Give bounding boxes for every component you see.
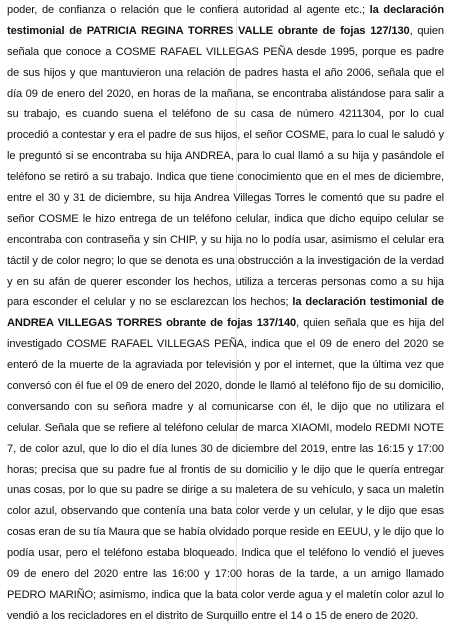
text-run: táctil y de color negro; lo que se denota es una obstrucción a la investigación de la verdad bbox=[7, 254, 444, 267]
text-line bbox=[7, 501, 444, 522]
text-line bbox=[7, 230, 444, 251]
text-run: PEDRO MARIÑO; asimismo, indica que la bata color verde agua y el maletín color azul lo bbox=[7, 588, 444, 601]
text-line bbox=[7, 104, 444, 125]
document-body bbox=[7, 0, 444, 627]
text-line bbox=[7, 585, 444, 606]
text-line bbox=[7, 167, 444, 188]
text-run: su trabajo, es cuando suena el teléfono de su casa de número 4211304, por lo cual bbox=[7, 108, 444, 121]
text-line bbox=[7, 209, 444, 230]
text-run: enteró de la muerte de la agraviada por televisión y por el internet, que la última vez que bbox=[7, 359, 444, 372]
text-line bbox=[7, 418, 444, 439]
text-run: horas; precisa que su padre fue al frontis de su domicilio y le dijo que le quería entregar bbox=[7, 463, 444, 476]
text-run: investigado COSME RAFAEL VILLEGAS PEÑA, indica que el 09 de enero del 2020 se bbox=[7, 338, 444, 351]
bold-text-run: la declaración bbox=[369, 4, 444, 16]
text-run: y en su afán de querer esconder los hechos, utiliza a terceras personas como a su hija bbox=[7, 275, 444, 288]
text-line bbox=[7, 460, 444, 481]
text-run: para esconder el celular y no se esclarezcan los hechos; bbox=[7, 296, 293, 309]
text-run: de sus hijos y que mantuvieron una relación de padres hasta el año 2006, señala que el bbox=[7, 66, 444, 79]
text-line bbox=[7, 376, 444, 397]
text-line bbox=[7, 355, 444, 376]
text-line bbox=[7, 522, 444, 543]
text-line bbox=[7, 0, 444, 21]
text-line bbox=[7, 251, 444, 272]
text-run: conversó con él fue el 09 de enero del 2020, donde le llamó al teléfono fijo de su domicilio, bbox=[7, 380, 444, 393]
text-run: procedió a contestar y era el padre de sus hijos, el señor COSME, para lo cual le saludó y bbox=[7, 129, 444, 142]
text-line bbox=[7, 42, 444, 63]
text-run: , quien bbox=[409, 24, 445, 37]
text-run: teléfono se retiró a su trabajo. Indica que tiene conocimiento que en el mes de diciembre, bbox=[7, 171, 444, 184]
bold-text-run: testimonial de PATRICIA REGINA TORRES VALLE obrante de fojas 127/130 bbox=[7, 24, 410, 37]
text-run: señala que conoce a COSME RAFAEL VILLEGAS PEÑA desde 1995, porque es padre bbox=[7, 45, 444, 58]
text-line bbox=[7, 272, 444, 293]
text-line bbox=[7, 146, 444, 167]
text-run: 09 de enero del 2020 entre las 16:00 y 17:00 horas de la tarde, a un amigo llamado bbox=[7, 568, 444, 581]
text-run: unas cosas, por lo que su padre se dirige a su maletera de su vehículo, y saca un maletín bbox=[7, 484, 444, 497]
text-run: día 09 de enero del 2020, en horas de la mañana, se encontraba alistándose para salir a bbox=[7, 87, 444, 100]
bold-text-run: la declaración testimonial de bbox=[292, 296, 444, 309]
text-line bbox=[7, 439, 444, 460]
text-run: 7, de color azul, que lo dio el día lunes 30 de diciembre del 2019, entre las 16:15 y 17:00 bbox=[7, 442, 444, 455]
text-line bbox=[7, 292, 444, 313]
text-run: poder, de confianza o relación que le confiera autoridad al agente etc.; bbox=[7, 4, 370, 16]
text-run: celular. Señala que se refiere al teléfono celular de marca XIAOMI, modelo REDMI NOTE bbox=[7, 421, 444, 434]
text-line bbox=[7, 63, 444, 84]
text-line bbox=[7, 564, 444, 585]
text-run: señor COSME le hizo entrega de un teléfono celular, indica que dicho equipo celular se bbox=[7, 212, 444, 225]
text-run: color azul, observando que contenía una bata color verde y un celular, y le dijo que esas bbox=[7, 505, 444, 518]
text-run: conversando con su señora madre y al comunicarse con él, le dijo que no utilizara el bbox=[7, 400, 444, 413]
text-line bbox=[7, 543, 444, 564]
bold-text-run: ANDREA VILLEGAS TORRES obrante de fojas 137/140 bbox=[7, 317, 297, 330]
text-line bbox=[7, 84, 444, 105]
text-line bbox=[7, 480, 444, 501]
text-line bbox=[7, 606, 444, 627]
text-run: encontraba con contraseña y sin CHIP, y su hija no lo podía usar, asimismo el celular era bbox=[7, 233, 444, 246]
text-run: vendió a los recicladores en el distrito de Surquillo entre el 14 o 15 de enero de 2020. bbox=[7, 609, 419, 622]
text-run: cosas eran de su tía Maura que se había olvidado porque reside en EEUU, y le dijo que lo bbox=[7, 526, 444, 539]
text-line bbox=[7, 334, 444, 355]
text-run: entre el 30 y 31 de diciembre, su hija Andrea Villegas Torres le comentó que su padre el bbox=[7, 192, 444, 205]
text-line bbox=[7, 313, 444, 334]
text-line bbox=[7, 125, 444, 146]
text-line bbox=[7, 21, 444, 42]
text-run: le preguntó si se encontraba su hija ANDREA, para lo cual llamó a su hija y pasándole el bbox=[7, 150, 444, 163]
text-run: podía usar, pero el teléfono estaba bloqueado. Indica que el teléfono lo vendió el jueves bbox=[7, 547, 444, 560]
text-run: , quien señala que es hija del bbox=[296, 317, 444, 330]
text-line bbox=[7, 188, 444, 209]
text-line bbox=[7, 397, 444, 418]
